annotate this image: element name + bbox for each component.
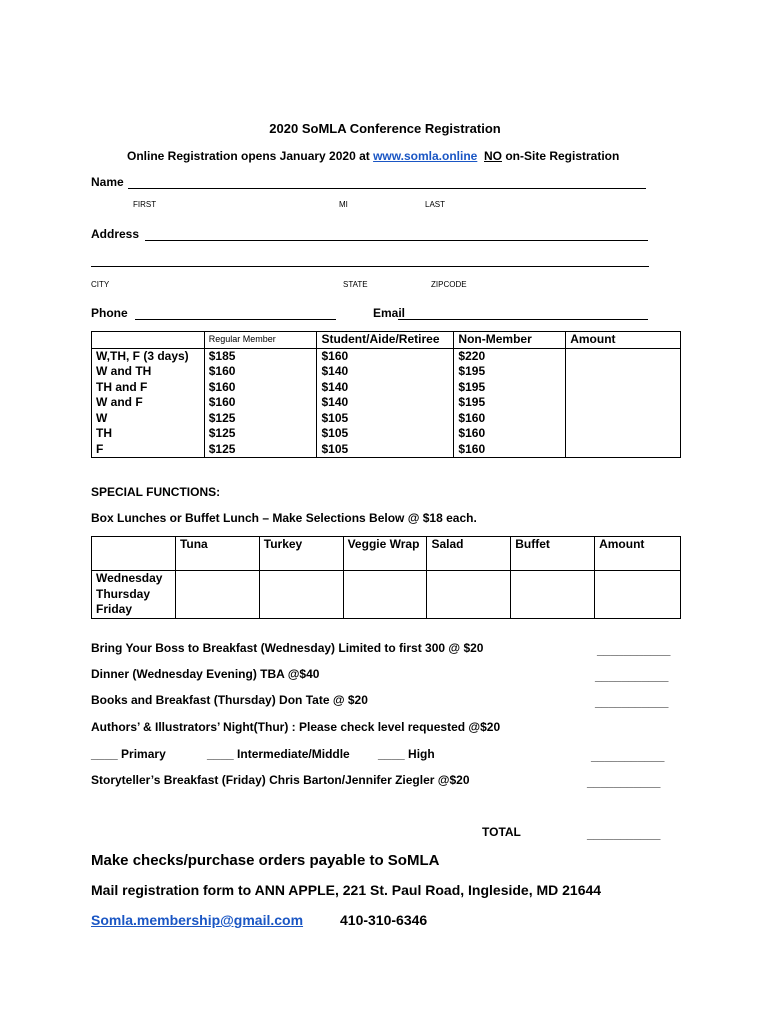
phone-field[interactable] [135, 319, 336, 320]
rates-days: W and F [92, 395, 205, 411]
lunch-body-row [92, 571, 681, 619]
lunch-header-turkey: Turkey [259, 537, 343, 571]
rates-student: $140 [317, 395, 454, 411]
rates-days: F [92, 442, 205, 458]
rates-days: W and TH [92, 364, 205, 380]
rates-nonmember: $160 [454, 411, 566, 427]
no-onsite-emphasis: NO [484, 149, 502, 163]
rates-row [92, 442, 681, 458]
intermediate-option[interactable] [207, 747, 350, 761]
rates-student: $105 [317, 411, 454, 427]
total-label: TOTAL [482, 825, 521, 839]
rates-header-student: Student/Aide/Retiree [317, 332, 454, 349]
rates-header-nonmember: Non-Member [454, 332, 566, 349]
name-field[interactable] [128, 188, 646, 189]
rates-amount-cell[interactable] [566, 395, 681, 411]
rates-student: $105 [317, 426, 454, 442]
rates-student: $140 [317, 364, 454, 380]
rates-row [92, 411, 681, 427]
storyteller-breakfast-label: Storyteller’s Breakfast (Friday) Chris Barton/Jennifer Ziegler @$20 [91, 773, 470, 787]
rates-row [92, 426, 681, 442]
dinner-blank[interactable]: ___________ [595, 669, 669, 683]
rates-student: $140 [317, 380, 454, 396]
lunch-veggie-cell[interactable] [343, 571, 427, 619]
books-breakfast-blank[interactable]: ___________ [595, 695, 669, 709]
mailing-address: Mail registration form to ANN APPLE, 221 St. Paul Road, Ingleside, MD 21644 [91, 882, 602, 898]
lunch-day-thursday: Thursday [96, 586, 151, 601]
rates-regular: $125 [204, 426, 317, 442]
rates-header-amount: Amount [566, 332, 681, 349]
rates-amount-cell[interactable] [566, 380, 681, 396]
rates-row [92, 348, 681, 364]
rates-header-regular: Regular Member [204, 332, 317, 349]
intermediate-blank: ____ [207, 747, 234, 761]
lunch-days [92, 571, 176, 619]
rates-header-days [92, 332, 205, 349]
name-label: Name [91, 175, 124, 189]
rates-amount-cell[interactable] [566, 348, 681, 364]
lunch-header-amount: Amount [595, 537, 681, 571]
address-field-line2[interactable] [91, 266, 649, 267]
rates-nonmember: $195 [454, 364, 566, 380]
email-label: Email [373, 306, 406, 320]
rates-regular: $125 [204, 411, 317, 427]
rates-days: W,TH, F (3 days) [92, 348, 205, 364]
rates-header-row [92, 332, 681, 349]
rates-regular: $160 [204, 364, 317, 380]
special-functions-heading: SPECIAL FUNCTIONS: [91, 485, 221, 499]
high-blank: ____ [378, 747, 405, 761]
address-field-line1[interactable] [145, 240, 648, 241]
rates-days: W [92, 411, 205, 427]
lunch-header-row [92, 537, 681, 571]
lunch-day-friday: Friday [96, 602, 133, 616]
rates-days: TH [92, 426, 205, 442]
primary-option[interactable] [91, 747, 166, 761]
rates-amount-cell[interactable] [566, 411, 681, 427]
registration-note-prefix: Online Registration opens January 2020 at [127, 149, 374, 163]
rates-amount-cell[interactable] [566, 442, 681, 458]
rates-nonmember: $160 [454, 442, 566, 458]
lunch-turkey-cell[interactable] [259, 571, 343, 619]
authors-night-blank[interactable]: ___________ [591, 749, 665, 763]
rates-table [91, 331, 681, 458]
state-caption: STATE [343, 280, 368, 289]
zipcode-caption: ZIPCODE [431, 280, 467, 289]
total-blank[interactable]: ___________ [587, 827, 661, 841]
rates-row [92, 364, 681, 380]
rates-regular: $160 [204, 395, 317, 411]
lunch-amount-cell[interactable] [595, 571, 681, 619]
storyteller-breakfast-blank[interactable]: ___________ [587, 775, 661, 789]
name-last-caption: LAST [425, 200, 446, 209]
lunch-header-buffet: Buffet [511, 537, 595, 571]
dinner-label: Dinner (Wednesday Evening) TBA @$40 [91, 667, 320, 681]
boss-breakfast-blank[interactable]: ___________ [597, 643, 671, 657]
name-mi-caption: MI [339, 200, 348, 209]
rates-amount-cell[interactable] [566, 426, 681, 442]
intermediate-label: Intermediate/Middle [237, 747, 350, 761]
lunch-header-tuna: Tuna [175, 537, 259, 571]
contact-phone: 410-310-6346 [340, 912, 428, 928]
name-first-caption: FIRST [133, 200, 157, 209]
rates-regular: $185 [204, 348, 317, 364]
address-label: Address [91, 227, 140, 241]
rates-student: $160 [317, 348, 454, 364]
city-caption: CITY [91, 280, 110, 289]
email-field[interactable] [398, 319, 648, 320]
phone-label: Phone [91, 306, 128, 320]
lunch-header-salad: Salad [427, 537, 511, 571]
high-label: High [408, 747, 435, 761]
website-link[interactable]: www.somla.online [373, 149, 478, 163]
registration-note [127, 149, 619, 163]
lunch-salad-cell[interactable] [427, 571, 511, 619]
lunch-header-veggie-wrap: Veggie Wrap [343, 537, 427, 571]
rates-student: $105 [317, 442, 454, 458]
high-option[interactable] [378, 747, 435, 761]
lunch-buffet-cell[interactable] [511, 571, 595, 619]
boss-breakfast-label: Bring Your Boss to Breakfast (Wednesday) Limited to first 300 @ $20 [91, 641, 484, 655]
rates-days: TH and F [92, 380, 205, 396]
lunch-day-wednesday: Wednesday [96, 571, 163, 585]
registration-note-suffix: on-Site Registration [502, 149, 620, 163]
authors-night-label: Authors’ & Illustrators’ Night(Thur) : Please check level requested @$20 [91, 720, 501, 734]
books-breakfast-label: Books and Breakfast (Thursday) Don Tate @ $20 [91, 693, 368, 707]
rates-nonmember: $220 [454, 348, 566, 364]
rates-regular: $125 [204, 442, 317, 458]
rates-nonmember: $160 [454, 426, 566, 442]
rates-row [92, 380, 681, 396]
payable-note: Make checks/purchase orders payable to SoMLA [91, 852, 440, 869]
primary-blank: ____ [91, 747, 118, 761]
primary-label: Primary [121, 747, 166, 761]
rates-row [92, 395, 681, 411]
lunch-header-corner [92, 537, 176, 571]
lunch-table [91, 536, 681, 619]
page-title: 2020 SoMLA Conference Registration [269, 121, 501, 136]
rates-nonmember: $195 [454, 395, 566, 411]
rates-amount-cell[interactable] [566, 364, 681, 380]
lunch-tuna-cell[interactable] [175, 571, 259, 619]
lunch-heading: Box Lunches or Buffet Lunch – Make Selections Below @ $18 each. [91, 511, 477, 525]
rates-regular: $160 [204, 380, 317, 396]
rates-nonmember: $195 [454, 380, 566, 396]
contact-email-link[interactable]: Somla.membership@gmail.com [91, 912, 304, 928]
